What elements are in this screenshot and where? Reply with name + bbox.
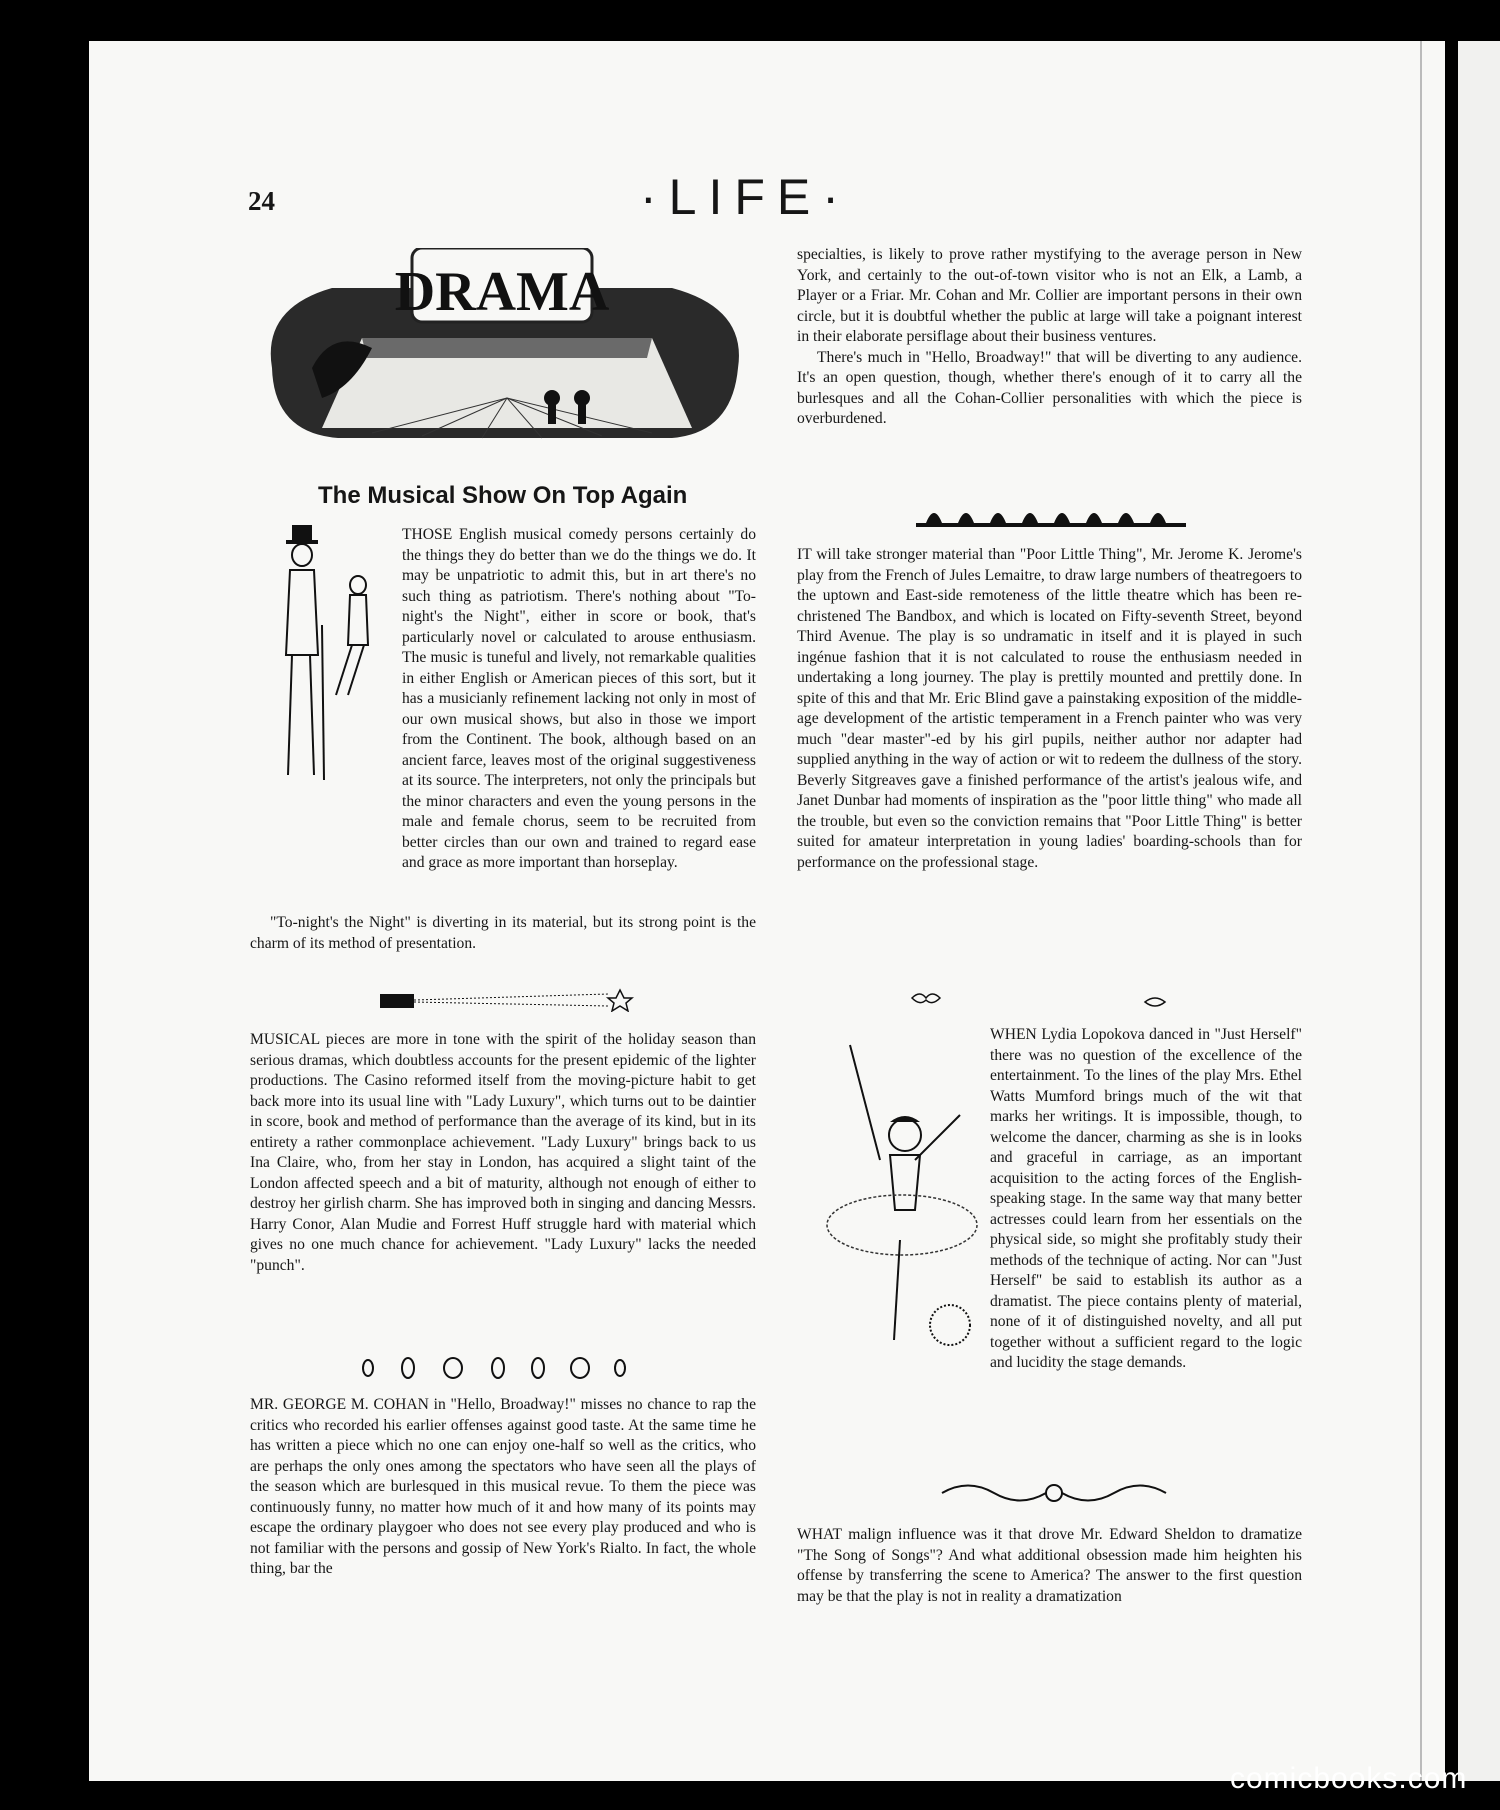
paragraph-specialties-text: specialties, is likely to prove rather mystifying to the average person in New York, and certainly to the out-of-town visitor who is not an Elk, a Lamb, a Player or a Friar. Mr. Cohan and Mr. Collier are important persons in their own circle, but it is doubtful whether the public at large will take a poignant interest in their elaborate persiflage about their business ventures.	[797, 246, 1302, 345]
article-headline: The Musical Show On Top Again	[318, 482, 688, 509]
paragraph-lopokova	[990, 1025, 1302, 1374]
left-column	[250, 525, 756, 874]
paragraph-song-of-songs-text: WHAT malign influence was it that drove Mr. Edward Sheldon to dramatize "The Song of Songs"? And what additional obsession made him heighten his offense by transferring the scene to America? The answer to the first question may be that the play is not in reality a dramatization	[797, 1526, 1302, 1605]
paragraph-specialties	[797, 245, 1302, 430]
masthead: ·LIFE·	[640, 169, 851, 225]
paragraph-hello-broadway-text: There's much in "Hello, Broadway!" that will be diverting to any audience. It's an open question, though, whether there's enough of it to carry all the burlesques and all the Cohan-Collier personalities with which the piece is overburdened.	[797, 348, 1302, 427]
paragraph-tonight	[250, 913, 756, 954]
paragraph-song-of-songs	[797, 1525, 1302, 1607]
next-page-sliver	[1458, 41, 1500, 1781]
scroll-ornament	[938, 1478, 1170, 1508]
paragraph-lady-luxury	[250, 1030, 756, 1276]
paragraph-lopokova-text: WHEN Lydia Lopokova danced in "Just Herself" there was no question of the excellence of the entertainment. To the lines of the play Mrs. Ethel Watts Mumford brings much of the wit that marks her writings. It is impossible, though, to welcome the dancer, charming as she is in looks and graceful in carriage, as an important acquisition to the acting forces of the English-speaking stage. In the same way that many better actresses could learn from her essentials on the physical side, so might she profitably study their methods of the technique of acting. Nor can "Just Herself" be said to establish its author as a dramatist. The piece contains plenty of material, none of it of distinguished novelty, and all put together without a sufficient regard to the logic and lucidity the stage demands.	[990, 1026, 1302, 1371]
paragraph-cohan-text: MR. GEORGE M. COHAN in "Hello, Broadway!" misses no chance to rap the critics who recorded his earlier offenses against good taste. At the same time he has written a piece which no one can enjoy one-half so well as the critics, who are perhaps the only ones among the spectators who have seen all the plays of the season which are burlesqued in this musical revue. To them the piece was continuously funny, no matter how much of it and how many of its points may escape the ordinary playgoer who does not see every play produced and who is not familiar with the persons and gossip of New York's Rialto. In fact, the whole thing, bar the	[250, 1396, 756, 1577]
paragraph-intro-text: THOSE English musical comedy persons certainly do the things they do better than we do the things we do. It may be unpatriotic to admit this, but in art there's no such thing as patriotism. There's nothing about "To-night's the Night", either in score or book, that's particularly novel or calculated to arouse enthusiasm. The music is tuneful and lively, not remarkable qualities in either English or American pieces of this sort, but it has a musicianly refinement lacking not only in most of our own musical shows, but also in those we import from the Continent. The book, although based on an ancient farce, leaves most of the original suggestiveness at its source. The interpreters, not only the principals but the minor characters and even the young persons in the male and female chorus, seem to be recruited from better circles than our own and trained to regard ease and grace as more important than horseplay.	[402, 526, 756, 871]
telescope-star-ornament	[378, 988, 634, 1012]
page-edge	[1420, 41, 1430, 1781]
footlights-ornament	[916, 503, 1186, 529]
paragraph-tonight-text: "To-night's the Night" is diverting in its material, but its strong point is the charm of its method of presentation.	[250, 914, 756, 952]
ballerina-illustration	[790, 1040, 990, 1375]
banner-title: DRAMA	[394, 261, 610, 323]
paragraph-poor-little-thing	[797, 545, 1302, 873]
page-number: 24	[248, 186, 275, 216]
paragraph-poor-little-thing-text: IT will take stronger material than "Poor Little Thing", Mr. Jerome K. Jerome's play from the French of Jules Lemaitre, to draw large numbers of theatregoers to the uptown and East-side remoteness of the little theatre which has been re-christened The Bandbox, and which is located on Fifty-seventh Street, beyond Third Avenue. The play is so undramatic in itself and it is played in such ingénue fashion that it is not calculated to rouse the enthusiasm needed in undertaking a long journey. The play is prettily mounted and prettily done. In spite of this and that Mr. Eric Blind gave a painstaking exposition of the middle-age development of the artistic temperament in a French painter who was very much "dear master"-ed by his girl pupils, neither author nor adapter had supplied anything in the way of action or wit to redeem the dullness of the story. Beverly Sitgreaves gave a finished performance of the artist's jealous wife, and Janet Dunbar had moments of inspiration as the "poor little thing" who made all the trouble, but even so the conviction remains that "Poor Little Thing" is better suited for amateur interpretation in young ladies' boarding-schools than for performance on the professional stage.	[797, 546, 1302, 871]
paragraph-lady-luxury-text: MUSICAL pieces are more in tone with the spirit of the holiday season than serious dramas, which doubtless accounts for the present epidemic of the lighter productions. The Casino reformed itself from the moving-picture habit to get back more into its usual line with "Lady Luxury", which turns out to be daintier in score, book and method of performance than the average of its kind, but in its entirety a rather commonplace achievement. "Lady Luxury" brings back to us Ina Claire, who, from her stay in London, has acquired a slight taint of the London affected speech and a bit of maturity, although not enough of either to destroy her girlish charm. She has improved both in singing and dancing Messrs. Harry Conor, Alan Mudie and Forrest Huff struggle hard with material which gives no one much chance for achievement. "Lady Luxury" lacks the needed "punch".	[250, 1031, 756, 1274]
drama-banner-illustration	[252, 248, 758, 448]
bows-ornament	[910, 990, 1180, 1010]
watermark: comicbooks.com	[1230, 1762, 1468, 1795]
paragraph-intro-a	[402, 525, 756, 874]
circles-ornament	[358, 1355, 638, 1381]
paragraph-cohan	[250, 1395, 756, 1580]
